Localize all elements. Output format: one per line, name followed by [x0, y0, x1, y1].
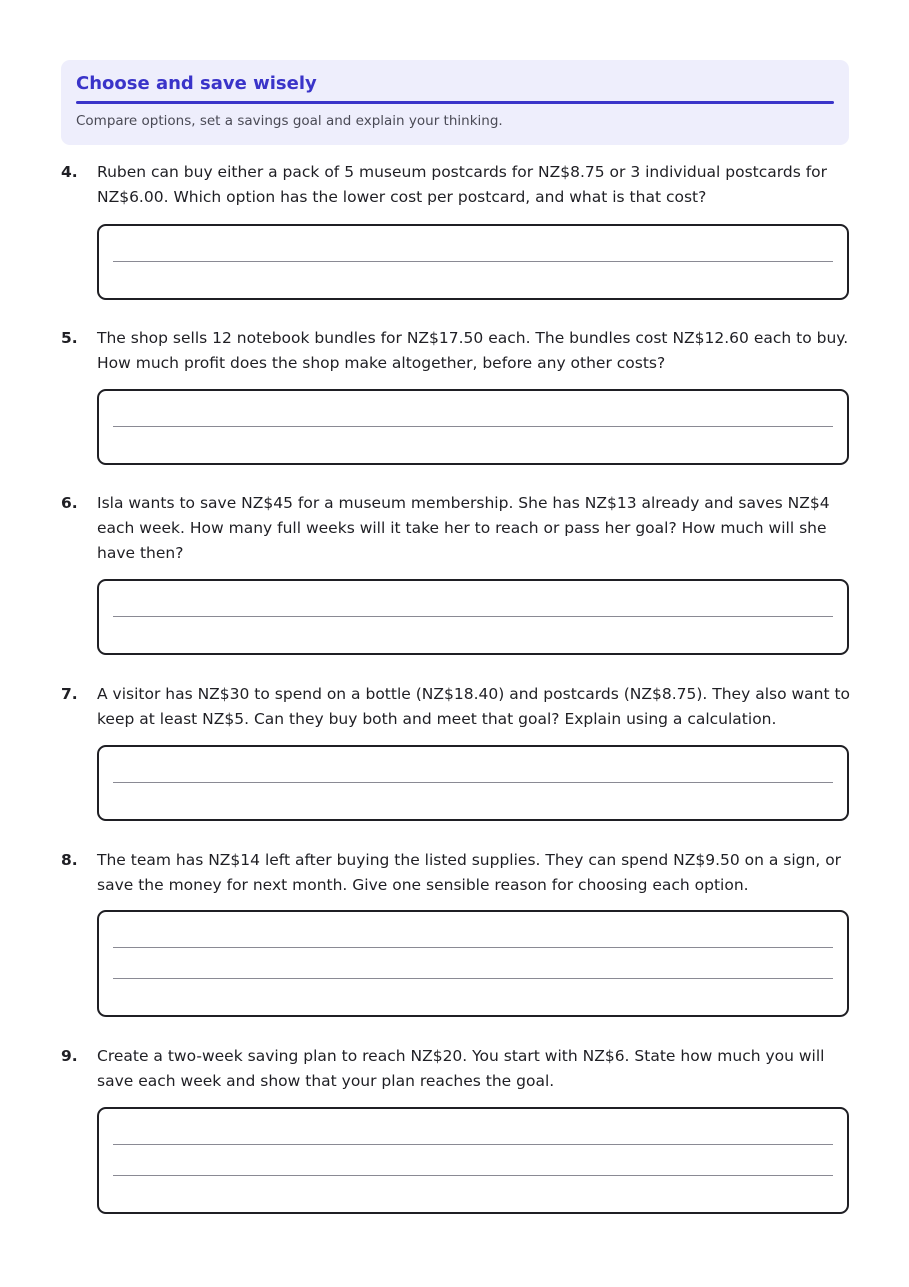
answer-line: [113, 616, 833, 617]
answer-line: [113, 261, 833, 262]
answer-box[interactable]: [97, 579, 849, 655]
section-header: [61, 60, 849, 145]
question-number: 6.: [61, 494, 78, 512]
question-number: 7.: [61, 685, 78, 703]
question-text: The team has NZ$14 left after buying the listed supplies. They can spend NZ$9.50 on a sign, or save the money for next month. Give one sensible reason for choosing each option.: [97, 851, 842, 894]
question-text: A visitor has NZ$30 to spend on a bottle (NZ$18.40) and postcards (NZ$8.75). They also want to keep at least NZ$5. Can they buy both and meet that goal? Explain using a calculation.: [97, 685, 851, 728]
answer-line: [113, 1175, 833, 1176]
answer-box[interactable]: [97, 389, 849, 465]
answer-box[interactable]: [97, 224, 849, 300]
section-title: Choose and save wisely: [76, 73, 317, 94]
question-number: 8.: [61, 851, 78, 869]
question-number: 4.: [61, 163, 78, 181]
answer-line: [113, 782, 833, 783]
question-number: 5.: [61, 329, 78, 347]
question-text: Create a two-week saving plan to reach NZ$20. You start with NZ$6. State how much you will save each week and show that your plan reaches the goal.: [97, 1047, 825, 1090]
answer-box[interactable]: [97, 910, 849, 1017]
answer-line: [113, 978, 833, 979]
question-text: Isla wants to save NZ$45 for a museum membership. She has NZ$13 already and saves NZ$4 each week. How many full weeks will it take her to reach or pass her goal? How much will she have then?: [97, 494, 830, 562]
question-number: 9.: [61, 1047, 78, 1065]
title-underline: [76, 101, 834, 104]
answer-box[interactable]: [97, 745, 849, 821]
answer-line: [113, 947, 833, 948]
answer-box[interactable]: [97, 1107, 849, 1214]
answer-line: [113, 426, 833, 427]
question-text: Ruben can buy either a pack of 5 museum postcards for NZ$8.75 or 3 individual postcards for NZ$6.00. Which option has the lower cost per postcard, and what is that cost?: [97, 163, 828, 206]
question-text: The shop sells 12 notebook bundles for NZ$17.50 each. The bundles cost NZ$12.60 each to buy. How much profit does the shop make altogether, before any other costs?: [97, 329, 849, 372]
section-subtitle: Compare options, set a savings goal and explain your thinking.: [76, 113, 503, 129]
answer-line: [113, 1144, 833, 1145]
